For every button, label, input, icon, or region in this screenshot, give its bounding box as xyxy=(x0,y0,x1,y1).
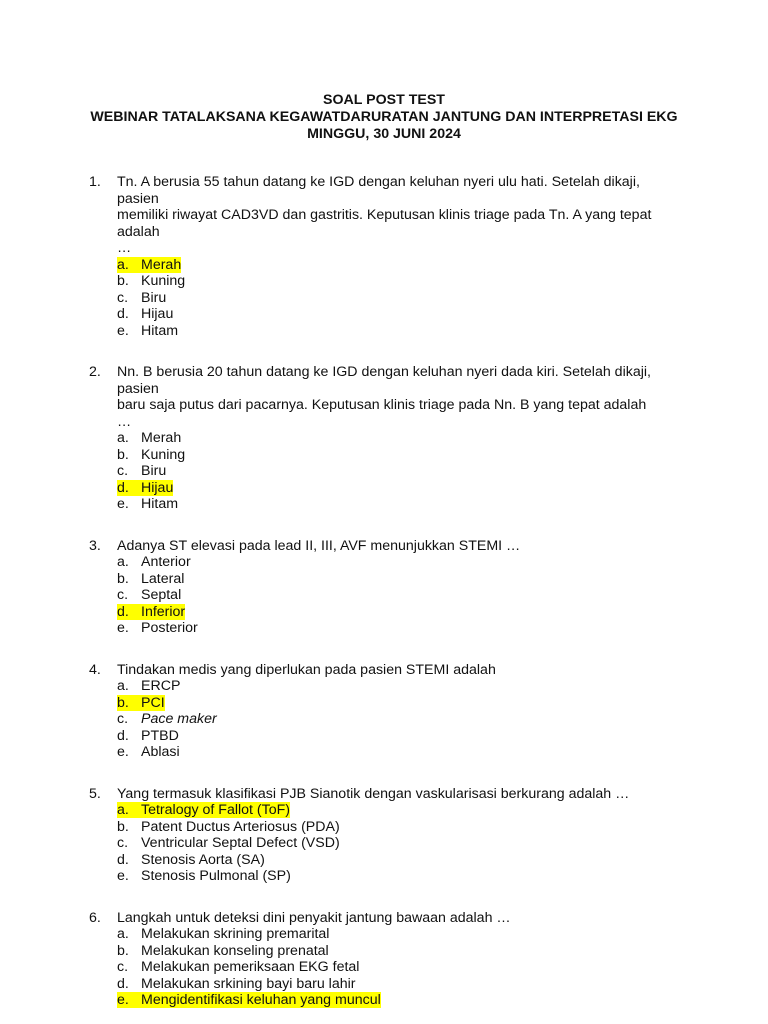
option-text: Merah xyxy=(141,430,182,446)
question-text-line: Nn. B berusia 20 tahun datang ke IGD dengan keluhan nyeri dada kiri. Setelah dikaji, pasien xyxy=(117,364,651,397)
answer-option-correct xyxy=(117,802,768,819)
option-text: Melakukan skrining premarital xyxy=(141,926,330,942)
option-letter: a. xyxy=(117,256,129,273)
question-item xyxy=(0,538,768,637)
option-letter: d. xyxy=(117,851,129,868)
answer-option xyxy=(117,835,768,852)
option-letter: d. xyxy=(117,727,129,744)
option-text: Posterior xyxy=(141,620,198,636)
option-letter: e. xyxy=(117,744,129,760)
title-line-3: MINGGU, 30 JUNI 2024 xyxy=(307,126,461,142)
option-text: Stenosis Aorta (SA) xyxy=(141,851,265,868)
question-number: 6. xyxy=(89,909,101,926)
answer-option xyxy=(117,868,768,885)
option-letter: a. xyxy=(117,678,129,694)
question-number: 4. xyxy=(89,661,101,678)
option-text: Melakukan konseling prenatal xyxy=(141,942,329,959)
answer-option xyxy=(117,571,768,588)
answer-option-correct xyxy=(117,992,768,1009)
option-text: Patent Ductus Arteriosus (PDA) xyxy=(141,818,340,835)
option-letter: c. xyxy=(117,463,129,479)
option-letter: b. xyxy=(117,446,129,463)
question-text-line: Tn. A berusia 55 tahun datang ke IGD dengan keluhan nyeri ulu hati. Setelah dikaji, pasien xyxy=(117,174,640,207)
answer-option xyxy=(117,587,768,604)
option-letter: b. xyxy=(117,818,129,835)
question-number: 2. xyxy=(89,364,101,380)
option-text: PCI xyxy=(141,694,165,711)
option-text: Biru xyxy=(141,463,167,479)
option-letter: c. xyxy=(117,711,129,727)
answer-option xyxy=(117,678,768,695)
answer-option xyxy=(117,306,768,323)
question-number: 5. xyxy=(89,785,101,802)
answer-option-correct xyxy=(117,604,768,621)
question-text xyxy=(117,662,657,679)
question-text xyxy=(117,910,657,927)
option-letter: e. xyxy=(117,620,129,636)
option-text: Pace maker xyxy=(141,711,217,727)
question-text-line: Tindakan medis yang diperlukan pada pasien STEMI adalah xyxy=(117,661,496,678)
option-letter: a. xyxy=(117,802,129,818)
answer-option xyxy=(117,852,768,869)
answer-option xyxy=(117,620,768,637)
option-text: Melakukan pemeriksaan EKG fetal xyxy=(141,959,360,975)
option-text: PTBD xyxy=(141,727,179,744)
option-text: Hijau xyxy=(141,479,174,496)
option-letter: d. xyxy=(117,975,129,992)
answer-option xyxy=(117,711,768,728)
answer-option xyxy=(117,290,768,307)
answer-option-correct xyxy=(117,695,768,712)
answer-option xyxy=(117,496,768,513)
answer-option xyxy=(117,926,768,943)
option-letter: b. xyxy=(117,570,129,587)
option-text: Hijau xyxy=(141,306,174,322)
answer-options xyxy=(117,678,768,761)
option-text: Merah xyxy=(141,256,182,273)
question-item xyxy=(0,910,768,1009)
option-letter: e. xyxy=(117,496,129,512)
answer-option xyxy=(117,430,768,447)
question-number: 3. xyxy=(89,537,101,554)
option-letter: c. xyxy=(117,835,129,851)
option-text: ERCP xyxy=(141,678,181,694)
title-line-2: WEBINAR TATALAKSANA KEGAWATDARURATAN JANTUNG DAN INTERPRETASI EKG xyxy=(90,109,678,125)
question-text xyxy=(117,174,657,257)
question-item xyxy=(0,662,768,761)
question-text-line: Adanya ST elevasi pada lead II, III, AVF menunjukkan STEMI … xyxy=(117,537,521,554)
question-item xyxy=(0,174,768,339)
option-letter: b. xyxy=(117,273,129,289)
option-letter: d. xyxy=(117,479,129,496)
option-letter: e. xyxy=(117,868,129,884)
answer-option xyxy=(117,819,768,836)
answer-option xyxy=(117,554,768,571)
option-letter: c. xyxy=(117,289,129,306)
option-text: Hitam xyxy=(141,322,179,339)
answer-option xyxy=(117,744,768,761)
question-text-line: … xyxy=(117,240,132,256)
answer-option xyxy=(117,728,768,745)
option-letter: e. xyxy=(117,322,129,339)
question-text xyxy=(117,364,657,430)
question-number: 1. xyxy=(89,174,101,190)
question-text-line: Yang termasuk klasifikasi PJB Sianotik dengan vaskularisasi berkurang adalah … xyxy=(117,785,630,802)
option-text: Stenosis Pulmonal (SP) xyxy=(141,868,291,884)
question-list xyxy=(0,174,768,1009)
question-item xyxy=(0,364,768,513)
option-text: Lateral xyxy=(141,570,185,587)
answer-option xyxy=(117,273,768,290)
option-text: Septal xyxy=(141,587,182,603)
answer-option xyxy=(117,943,768,960)
option-text: Ablasi xyxy=(141,744,180,760)
option-letter: d. xyxy=(117,306,129,322)
document-header xyxy=(0,92,768,143)
option-text: Kuning xyxy=(141,273,186,289)
option-letter: a. xyxy=(117,554,129,570)
answer-option xyxy=(117,959,768,976)
question-text xyxy=(117,786,657,803)
answer-option xyxy=(117,323,768,340)
answer-option xyxy=(117,447,768,464)
answer-option xyxy=(117,976,768,993)
answer-options xyxy=(117,926,768,1009)
option-text: Anterior xyxy=(141,554,191,570)
answer-options xyxy=(117,430,768,513)
question-text-line: Langkah untuk deteksi dini penyakit jantung bawaan adalah … xyxy=(117,909,511,926)
answer-option-correct xyxy=(117,480,768,497)
question-item xyxy=(0,786,768,885)
option-letter: d. xyxy=(117,603,129,620)
option-text: Hitam xyxy=(141,496,179,512)
option-text: Biru xyxy=(141,289,167,306)
answer-option-correct xyxy=(117,257,768,274)
option-text: Tetralogy of Fallot (ToF) xyxy=(141,802,291,818)
option-text: Mengidentifikasi keluhan yang muncul xyxy=(141,992,381,1008)
option-text: Inferior xyxy=(141,603,186,620)
option-letter: b. xyxy=(117,942,129,959)
question-text xyxy=(117,538,657,555)
title-line-1: SOAL POST TEST xyxy=(323,92,445,108)
option-text: Kuning xyxy=(141,446,186,463)
answer-options xyxy=(117,257,768,340)
answer-options xyxy=(117,554,768,637)
answer-options xyxy=(117,802,768,885)
option-text: Ventricular Septal Defect (VSD) xyxy=(141,835,340,851)
option-letter: a. xyxy=(117,926,129,942)
option-letter: e. xyxy=(117,992,129,1008)
answer-option xyxy=(117,463,768,480)
question-text-line: baru saja putus dari pacarnya. Keputusan klinis triage pada Nn. B yang tepat adalah … xyxy=(117,397,647,430)
option-letter: b. xyxy=(117,694,129,711)
option-letter: c. xyxy=(117,587,129,603)
option-text: Melakukan srkining bayi baru lahir xyxy=(141,975,356,992)
question-text-line: memiliki riwayat CAD3VD dan gastritis. Keputusan klinis triage pada Tn. A yang tepat adalah xyxy=(117,207,652,240)
option-letter: c. xyxy=(117,959,129,975)
option-letter: a. xyxy=(117,430,129,446)
